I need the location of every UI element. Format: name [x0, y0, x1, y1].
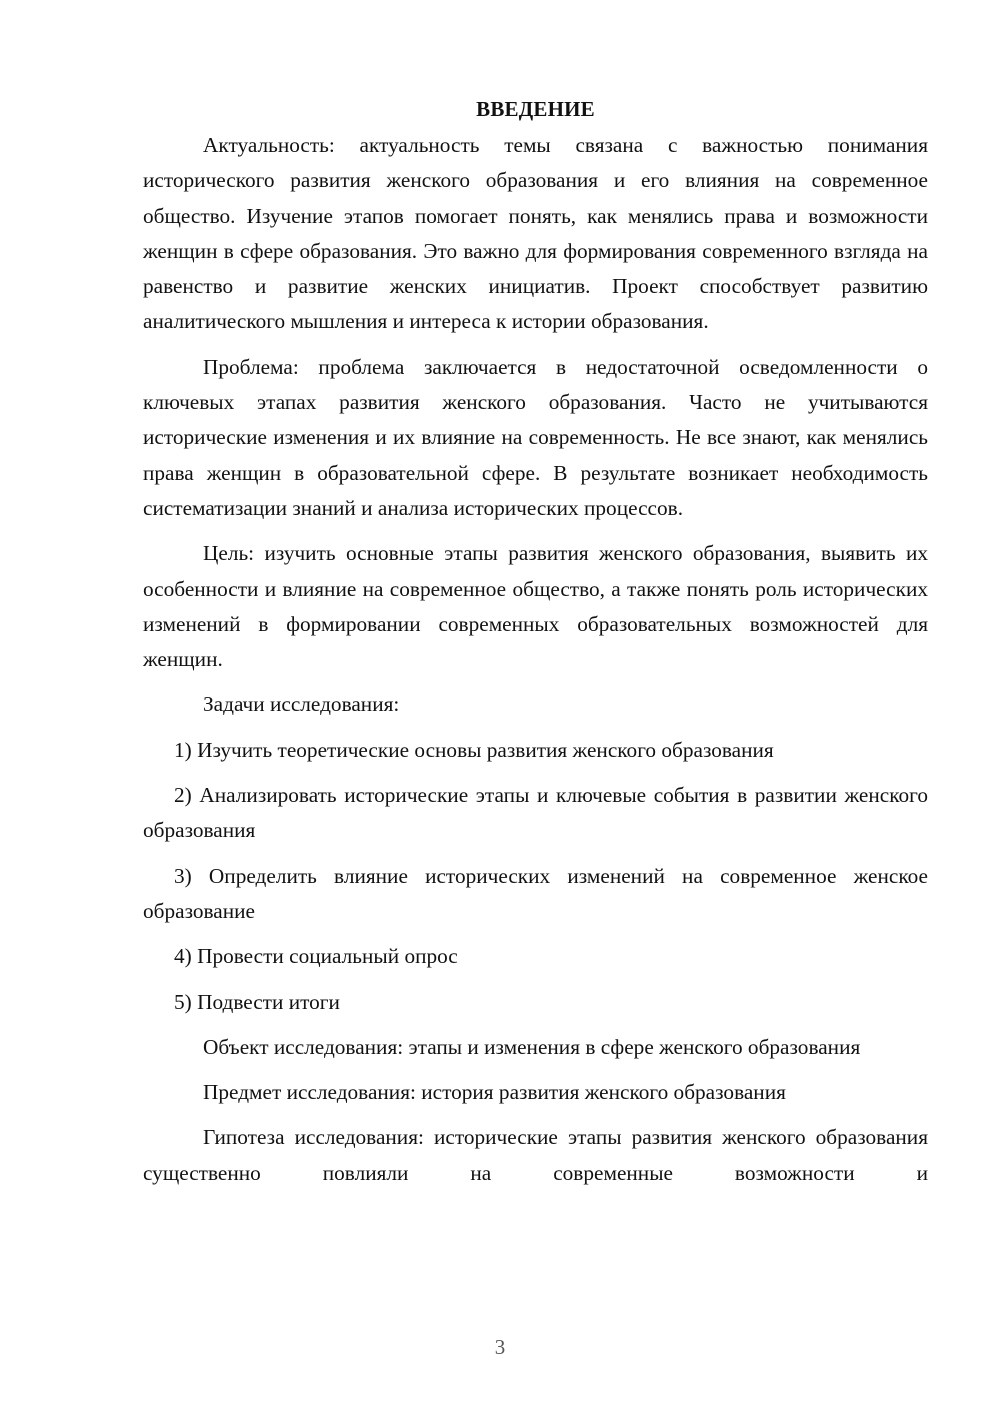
task-item-4: 4) Провести социальный опрос — [174, 944, 458, 969]
paragraph-subject: Предмет исследования: история развития женского образования — [203, 1080, 786, 1105]
paragraph-goal: Цель: изучить основные этапы развития женского образования, выявить их особенности и влияние на современное общество, а также понять роль исторических изменений в формировании современных образовательных возможностей для женщин. — [143, 541, 928, 672]
page-number: 3 — [494, 1335, 506, 1359]
paragraph-object: Объект исследования: этапы и изменения в сфере женского образования — [203, 1034, 861, 1059]
section-title: ВВЕДЕНИЕ — [476, 97, 595, 121]
page-content — [143, 92, 928, 1201]
task-item-5: 5) Подвести итоги — [174, 989, 340, 1014]
tasks-heading: Задачи исследования: — [203, 692, 400, 717]
task-item-2: 2) Анализировать исторические этапы и ключевые события в развитии женского образования — [143, 783, 928, 843]
task-item-3: 3) Определить влияние исторических изменений на современное женское образование — [143, 863, 928, 923]
task-item-1: 1) Изучить теоретические основы развития женского образования — [174, 737, 774, 762]
paragraph-hypothesis: Гипотеза исследования: исторические этапы развития женского образования существенно повлияли на современные возможности и — [143, 1125, 928, 1185]
paragraph-problem: Проблема: проблема заключается в недостаточной осведомленности о ключевых этапах развития женского образования. Часто не учитываются исторические изменения и их влияние на современность. Не все знают, как менялись права женщин в образовательной сфере. В результате возникает необходимость систематизации знаний и анализа исторических процессов. — [143, 354, 928, 520]
paragraph-relevance: Актуальность: актуальность темы связана с важностью понимания исторического развития женского образования и его влияния на современное общество. Изучение этапов помогает понять, как менялись права и возможности женщин в сфере образования. Это важно для формирования современного взгляда на равенство и развитие женских инициатив. Проект способствует развитию аналитического мышления и интереса к истории образования. — [143, 133, 928, 334]
